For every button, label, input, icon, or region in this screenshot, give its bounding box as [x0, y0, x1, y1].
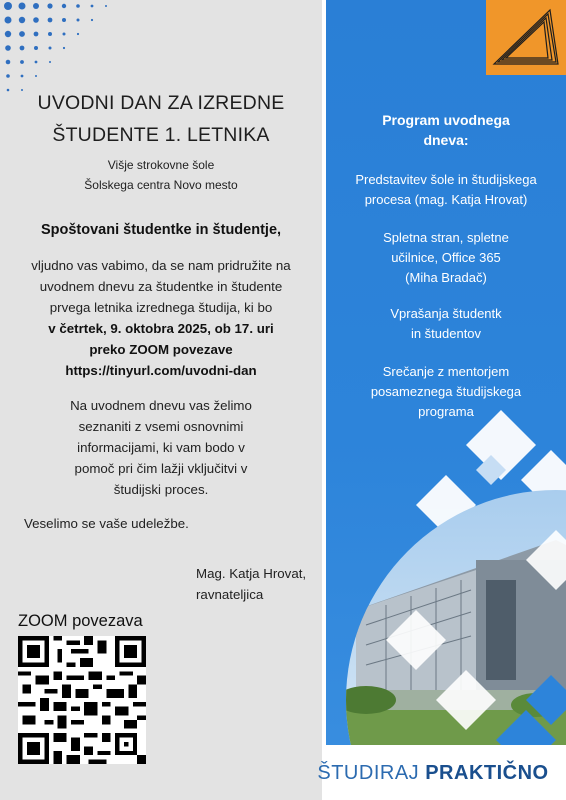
info-line: informacijami, ki vam bodo v	[77, 440, 245, 455]
info-line: pomoč pri čim lažji vključitvi v	[74, 461, 248, 476]
program-title-line-1: Program uvodnega	[382, 112, 510, 128]
title-line-2: ŠTUDENTE 1. LETNIKA	[52, 124, 270, 146]
program-item: (Miha Bradač)	[405, 270, 487, 285]
qr-code-icon[interactable]	[18, 636, 146, 764]
via-zoom: preko ZOOM povezave	[89, 342, 233, 357]
closing-text: Veselimo se vaše udeležbe.	[24, 516, 189, 531]
greeting: Spoštovani študentke in študentje,	[40, 222, 282, 238]
signature-role: ravnateljica	[196, 587, 264, 602]
footer-slogan-bold: PRAKTIČNO	[425, 762, 549, 784]
program-item: Vprašanja študentk	[390, 306, 502, 321]
program-item: posameznega študijskega	[370, 384, 522, 399]
invite-line: uvodnem dnevu za študentke in študente	[39, 279, 283, 294]
footer-slogan	[300, 762, 566, 785]
program-item: Predstavitev šole in študijskega	[355, 172, 537, 187]
invite-line: prvega letnika izrednega študija, ki bo	[49, 300, 273, 315]
info-line: študijski proces.	[113, 482, 209, 497]
program-item: programa	[418, 404, 474, 419]
signature-name: Mag. Katja Hrovat,	[196, 566, 307, 581]
program-item: procesa (mag. Katja Hrovat)	[364, 192, 528, 207]
zoom-url-link[interactable]: https://tinyurl.com/uvodni-dan	[65, 363, 257, 378]
title-line-1: UVODNI DAN ZA IZREDNE	[37, 92, 285, 114]
program-item: Srečanje z mentorjem	[382, 364, 510, 379]
program-item: in študentov	[410, 326, 482, 341]
info-line: seznaniti z vsemi osnovnimi	[78, 419, 244, 434]
invite-line: vljudno vas vabimo, da se nam pridružite na	[31, 258, 291, 273]
program-item: Spletna stran, spletne	[383, 230, 509, 245]
subtitle-line-2: Šolskega centra Novo mesto	[84, 178, 238, 192]
info-line: Na uvodnem dnevu vas želimo	[70, 398, 252, 413]
triangles-logo-icon	[486, 0, 566, 75]
event-date: v četrtek, 9. oktobra 2025, ob 17. uri	[48, 321, 274, 336]
subtitle-line-1: Višje strokovne šole	[107, 158, 215, 172]
footer-slogan-light: ŠTUDIRAJ	[317, 762, 426, 784]
program-title-line-2: dneva:	[423, 132, 469, 148]
zoom-label: ZOOM povezava	[18, 612, 143, 630]
program-item: učilnice, Office 365	[391, 250, 501, 265]
